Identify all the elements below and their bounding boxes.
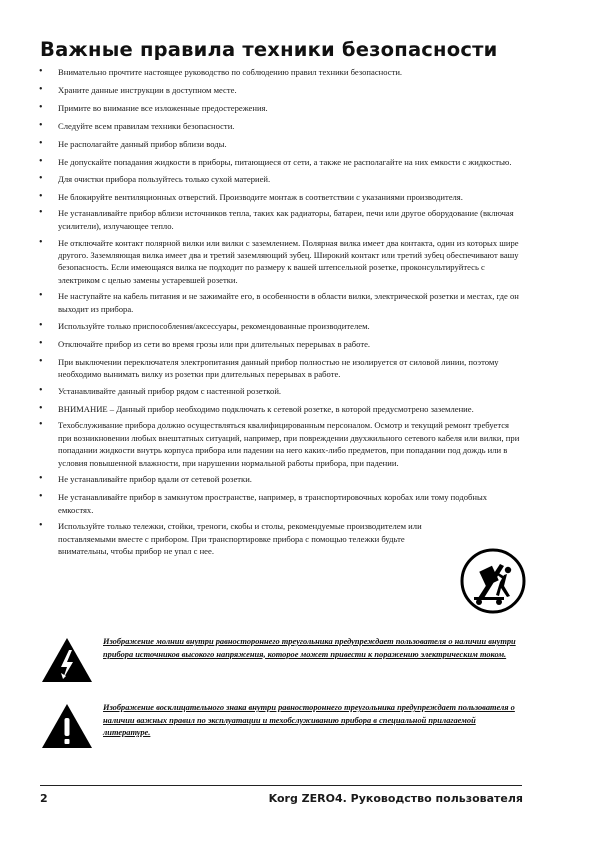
rule-text: Не устанавливайте прибор вблизи источников тепла, таких как радиаторы, батареи, печи или другое оборудование (включая усилители), излучающее тепло.	[58, 208, 514, 231]
bullet: •	[39, 156, 43, 167]
rule-text: Не наступайте на кабель питания и не зажимайте его, в особенности в области вилки, электрической розетки и местах, где он выходит из прибора.	[58, 291, 519, 314]
bullet: •	[39, 290, 43, 302]
rule-item	[38, 356, 523, 381]
rule-item	[38, 84, 523, 96]
rule-item	[38, 102, 523, 114]
bullet: •	[39, 520, 43, 532]
lightning-warning-text: Изображение молнии внутри равностороннего треугольника предупреждает пользователя о наличии внутри прибора источников высокого напряжения, которое может привести к поражению электрическим током.	[103, 637, 516, 659]
rule-item	[38, 403, 523, 415]
bullet: •	[39, 120, 43, 131]
rule-text: Внимательно прочтите настоящее руководство по соблюдению правил техники безопасности.	[58, 67, 403, 77]
rule-item	[38, 138, 523, 150]
bullet: •	[39, 207, 43, 219]
rule-text: Храните данные инструкции в доступном месте.	[58, 85, 237, 95]
bullet: •	[39, 66, 43, 77]
exclamation-triangle-icon	[40, 702, 94, 750]
page-number: 2	[40, 792, 48, 805]
rule-item	[38, 520, 453, 557]
rule-item	[38, 191, 523, 203]
rule-item	[38, 156, 523, 168]
bullet: •	[39, 402, 43, 414]
rule-text: Техобслуживание прибора должно осуществляться квалифицированным персоналом. Осмотр и текущий ремонт требуется при возникновении любых внештатных ситуаций, например, при повреждении двухжильного сетевого кабеля или вилки, при попадании жидкости внутрь корпуса прибора или падении на него каких-либо предметов, при попадании под дождь или в условия повышенной влажности, при нарушении нормальной работы прибора, при падении.	[58, 420, 520, 468]
safety-rules-list	[38, 66, 523, 562]
rule-text: Используйте только приспособления/аксессуары, рекомендованные производителем.	[58, 320, 370, 331]
rule-text: Для очистки прибора пользуйтесь только сухой материей.	[58, 173, 271, 184]
rule-item	[38, 491, 523, 516]
rule-text: Используйте только тележки, стойки, треноги, скобы и столы, рекомендуемые производителем или поставляемыми вместе с прибором. При транспортировке прибора с помощью тележки будьте внимательны, чтобы прибор не упал с нее.	[58, 521, 422, 557]
footer-document-title: Korg ZERO4. Руководство пользователя	[268, 792, 523, 805]
rule-text: Не отключайте контакт полярной вилки или вилки с заземлением. Полярная вилка имеет два контакта, один из которых шире другого. Заземляющая вилка имеет два и третий заземляющий зубец. Широкий контакт или третий зубец обеспечивают вашу безопасность. Если имеющаяся вилка не подходит по размеру к вашей штепсельной розетке, проконсультируйтесь с электриком с целью замены устаревшей розетки.	[58, 237, 519, 285]
rule-item	[38, 120, 523, 132]
bullet: •	[39, 473, 43, 485]
rule-text: Следуйте всем правилам техники безопасности.	[58, 121, 235, 131]
bullet: •	[39, 190, 43, 202]
rule-text: Не допускайте попадания жидкости в приборы, питающиеся от сети, а также не располагайте на них емкости с жидкостью.	[58, 157, 512, 167]
bullet: •	[39, 491, 43, 503]
rule-item	[38, 66, 523, 78]
bullet: •	[39, 384, 43, 396]
rule-item	[38, 290, 523, 315]
rule-item	[38, 320, 523, 332]
rule-text: Не располагайте данный прибор вблизи воды.	[58, 139, 227, 149]
rule-text: Не блокируйте вентиляционных отверстий. Производите монтаж в соответствии с указаниями производителя.	[58, 191, 463, 202]
footer-divider	[40, 785, 522, 786]
bullet: •	[39, 84, 43, 95]
cart-tip-over-warning-icon	[460, 548, 526, 614]
bullet: •	[39, 319, 43, 331]
bullet: •	[39, 102, 43, 113]
rule-item	[38, 473, 523, 485]
rule-text: ВНИМАНИЕ – Данный прибор необходимо подключать к сетевой розетке, в которой предусмотрено заземление.	[58, 403, 474, 414]
rule-item	[38, 419, 523, 469]
bullet: •	[39, 138, 43, 149]
bullet: •	[39, 172, 43, 184]
bullet: •	[39, 355, 43, 367]
rule-text: При выключении переключателя электропитания данный прибор полностью не изолируется от силовой линии, поэтому необходимо вынимать вилку из розетки при длительных перерывах в работе.	[58, 356, 499, 379]
bullet: •	[39, 419, 43, 431]
rule-text: Не устанавливайте прибор в замкнутом пространстве, например, в транспортировочных коробах или тому подобных емкостях.	[58, 492, 488, 515]
bullet: •	[39, 236, 43, 248]
rule-item	[38, 338, 523, 350]
rule-item	[38, 237, 523, 287]
rule-item	[38, 207, 523, 232]
rule-item	[38, 173, 523, 185]
bullet: •	[39, 337, 43, 349]
rule-text: Отключайте прибор из сети во время грозы или при длительных перерывах в работе.	[58, 338, 371, 349]
page-title: Важные правила техники безопасности	[40, 38, 498, 61]
rule-text: Не устанавливайте прибор вдали от сетевой розетки.	[58, 474, 252, 485]
rule-text: Устанавливайте данный прибор рядом с настенной розеткой.	[58, 385, 282, 396]
lightning-triangle-icon	[40, 636, 94, 684]
exclamation-warning-text: Изображение восклицательного знака внутри равностороннего треугольника предупреждает пользователя о наличии важных правил по эксплуатации и техобслуживанию прибора в специальной прилагаемой литературе.	[103, 703, 515, 738]
rule-text: Примите во внимание все изложенные предостережения.	[58, 103, 268, 113]
rule-item	[38, 385, 523, 397]
